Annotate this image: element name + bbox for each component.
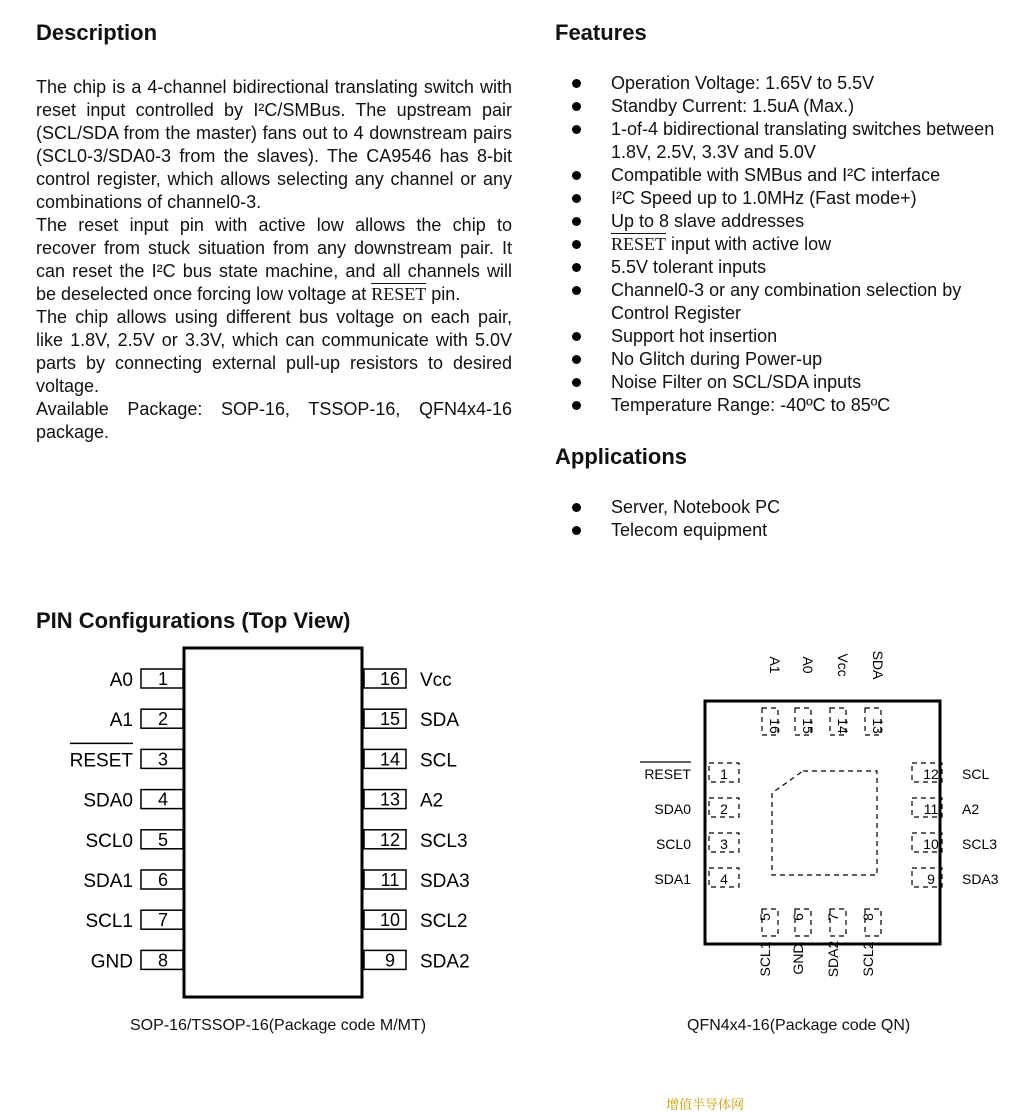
pin-number: 14 — [379, 749, 401, 770]
pin-name: SCL1 — [757, 941, 773, 977]
description-paragraph: Available Package: SOP-16, TSSOP-16, QFN4x4-16 package. — [36, 399, 512, 442]
pin-name: GND — [90, 951, 133, 973]
pin-box — [795, 909, 811, 936]
pin-box — [830, 909, 846, 936]
pin-name: SDA — [420, 710, 460, 732]
qfn16-diagram — [630, 650, 1030, 1010]
pin-name: SCL1 — [85, 911, 133, 933]
pin-name: RESET — [644, 766, 691, 782]
pin-number: 10 — [923, 836, 939, 852]
pin-name: SDA1 — [654, 871, 691, 887]
feature-item: Operation Voltage: 1.65V to 5.5V — [570, 72, 1015, 95]
description-body — [36, 76, 512, 444]
applications-list — [570, 496, 1015, 542]
pin-number: 1 — [720, 766, 728, 782]
pin-name: SDA3 — [962, 871, 999, 887]
applications-heading: Applications — [555, 444, 688, 469]
pin-number: 4 — [157, 789, 169, 810]
description-paragraph: The chip allows using different bus voltage on each pair, like 1.8V, 2.5V or 3.3V, which can communicate with 5.0V parts by connecting external pull-up resistors to desired voltage. — [36, 307, 512, 396]
pin-number: 4 — [720, 871, 728, 887]
feature-item: Temperature Range: -40ºC to 85ºC — [570, 394, 1015, 417]
pin-number: 1 — [157, 669, 169, 689]
description-paragraph: The reset input pin with active low allows the chip to recover from stuck situation from any downstream pair. It can reset the I²C bus state machine, and all channels will be deselected once forcing low voltage at RESET pin. — [36, 215, 512, 304]
pin-number: 16 — [379, 669, 401, 689]
pin-name: SDA2 — [825, 940, 841, 978]
pin-number: 2 — [720, 801, 728, 817]
pin-name: A2 — [962, 801, 980, 817]
feature-item: 1-of-4 bidirectional translating switches between 1.8V, 2.5V, 3.3V and 5.0V — [570, 118, 1015, 164]
application-item: Telecom equipment — [570, 519, 1015, 542]
pin-number: 12 — [379, 829, 401, 850]
pin-name: SCL — [962, 766, 990, 782]
pin-name: SDA0 — [83, 790, 133, 812]
feature-item: Noise Filter on SCL/SDA inputs — [570, 371, 1015, 394]
pin-name: A1 — [109, 710, 133, 732]
features-heading: Features — [555, 20, 647, 45]
pin-name: A2 — [420, 790, 444, 812]
pin-name: A0 — [109, 670, 133, 691]
chip-body — [705, 701, 940, 944]
pin-name: Vcc — [420, 670, 452, 691]
feature-item: No Glitch during Power-up — [570, 348, 1015, 371]
pin-number: 6 — [790, 913, 806, 921]
pin-name: SCL3 — [962, 836, 998, 852]
pin-name: SCL0 — [85, 830, 133, 852]
pin-name: SCL2 — [420, 911, 468, 933]
application-item: Server, Notebook PC — [570, 496, 1015, 519]
pin-name: SDA1 — [83, 871, 133, 892]
pin-name: GND — [790, 943, 806, 975]
pin-number: 14 — [835, 718, 851, 734]
feature-item: I²C Speed up to 1.0MHz (Fast mode+) — [570, 187, 1015, 210]
sop16-diagram — [0, 640, 480, 1020]
pin-number: 8 — [157, 950, 169, 971]
pin-name: Vcc — [835, 653, 851, 677]
feature-item: RESET input with active low — [570, 233, 1015, 256]
pin-number: 13 — [870, 718, 886, 734]
pin-name: A0 — [800, 656, 816, 674]
pin-name: SDA — [870, 650, 886, 680]
description-paragraph: The chip is a 4-channel bidirectional translating switch with reset input controlled by I²C/SMBus. The upstream pair (SCL/SDA from the master) fans out to 4 downstream pairs (SCL0-3/SDA0-3 from the slaves). The CA9546 has 8-bit control register, which allows selecting any channel or any combinations of channel0-3. — [36, 77, 512, 212]
pin-number: 13 — [379, 789, 401, 810]
feature-item: Support hot insertion — [570, 325, 1015, 348]
sop-caption: SOP-16/TSSOP-16(Package code M/MT) — [130, 1017, 427, 1034]
pin-number: 5 — [757, 913, 773, 921]
footer-watermark: 增值半导体网 — [666, 1097, 745, 1112]
pin-box — [865, 909, 881, 936]
pin-number: 7 — [825, 913, 841, 921]
pin-number: 3 — [157, 749, 169, 770]
reset-overline: RESET — [611, 234, 667, 254]
pin-name: SDA0 — [654, 801, 691, 817]
exposed-pad — [772, 771, 877, 875]
pin-name: SCL0 — [655, 836, 691, 852]
feature-item: Compatible with SMBus and I²C interface — [570, 164, 1015, 187]
pin-name: A1 — [767, 656, 783, 674]
pin-name: SCL2 — [860, 941, 876, 977]
pin-number: 12 — [923, 766, 939, 782]
pin-number: 11 — [380, 870, 400, 890]
pin-name: SCL3 — [420, 830, 468, 852]
pin-number: 9 — [384, 950, 396, 971]
pin-name: SDA3 — [420, 871, 470, 892]
pin-number: 2 — [157, 709, 169, 730]
feature-item: Standby Current: 1.5uA (Max.) — [570, 95, 1015, 118]
pin-number: 6 — [157, 870, 169, 890]
chip-body — [184, 648, 362, 997]
qfn-caption: QFN4x4-16(Package code QN) — [687, 1017, 911, 1034]
feature-item: Channel0-3 or any combination selection by Control Register — [570, 279, 1015, 325]
pin-number: 11 — [923, 801, 939, 817]
feature-item: 5.5V tolerant inputs — [570, 256, 1015, 279]
features-list — [570, 72, 1015, 417]
feature-item: Up to 8 slave addresses — [570, 210, 1015, 233]
pin-name: SDA2 — [420, 951, 470, 973]
pin-config-heading: PIN Configurations (Top View) — [36, 608, 351, 633]
pin-name: RESET — [69, 750, 133, 772]
reset-overline: RESET — [371, 284, 427, 304]
pin-name: SCL — [420, 750, 457, 772]
pin-number: 15 — [800, 718, 816, 734]
pin-number: 7 — [157, 910, 169, 931]
pin-box — [762, 909, 778, 936]
pin-number: 3 — [720, 836, 728, 852]
description-heading: Description — [36, 20, 158, 45]
pin-number: 15 — [379, 709, 401, 730]
pin-number: 16 — [767, 718, 783, 734]
pin-number: 9 — [927, 871, 935, 887]
pin-number: 8 — [860, 913, 876, 921]
pin-number: 10 — [379, 910, 401, 931]
pin-number: 5 — [157, 829, 169, 850]
